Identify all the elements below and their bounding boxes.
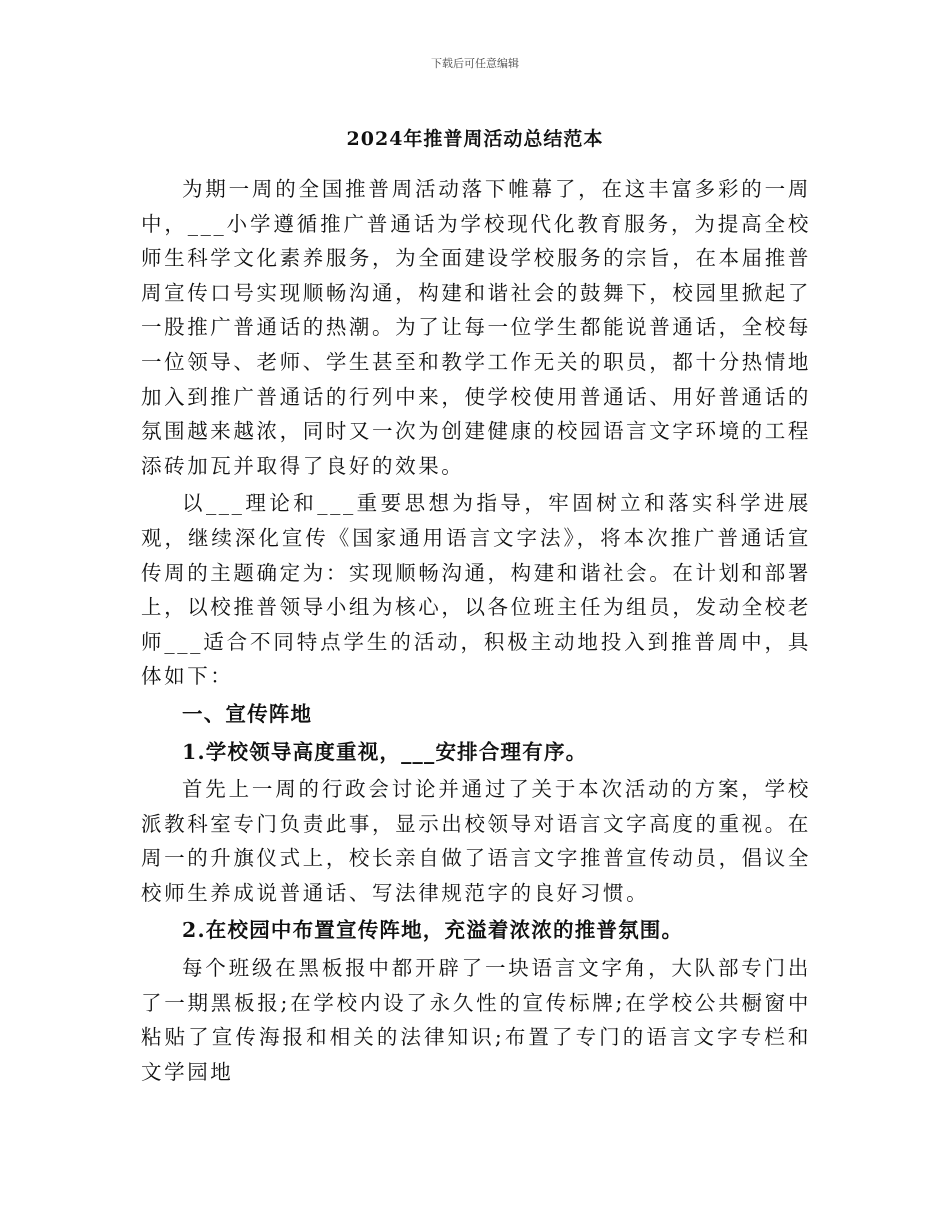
paragraph-intro: 为期一周的全国推普周活动落下帷幕了，在这丰富多彩的一周中，___小学遵循推广普通话为学校现代化教育服务，为提高全校师生科学文化素养服务，为全面建设学校服务的宗旨，在本届推普周宣传口号实现顺畅沟通，构建和谐社会的鼓舞下，校园里掀起了一股推广普通话的热潮。为了让每一位学生都能说普通话，全校每一位领导、老师、学生甚至和教学工作无关的职员，都十分热情地加入到推广普通话的行列中来，使学校使用普通话、用好普通话的氛围越来越浓，同时又一次为创建健康的校园语言文字环境的工程添砖加瓦并取得了良好的效果。 [141,177,811,478]
subheading-2: 2.在校园中布置宣传阵地，充溢着浓浓的推普氛围。 [182,918,684,943]
paragraph-campus: 每个班级在黑板报中都开辟了一块语言文字角，大队部专门出了一期黑板报;在学校内设了永久性的宣传标牌;在学校公共橱窗中粘贴了宣传海报和相关的法律知识;布置了专门的语言文字专栏和文学园地 [141,956,811,1084]
paragraph-leadership: 首先上一周的行政会讨论并通过了关于本次活动的方案，学校派教科室专门负责此事，显示出校领导对语言文字高度的重视。在周一的升旗仪式上，校长亲自做了语言文字推普宣传动员，倡议全校师生养成说普通话、写法律规范字的良好习惯。 [141,777,811,905]
section-heading-1: 一、宣传阵地 [182,701,313,726]
subheading-1: 1.学校领导高度重视，___安排合理有序。 [182,739,588,764]
document-title: 2024年推普周活动总结范本 [346,128,604,150]
paragraph-guidance: 以___理论和___重要思想为指导，牢固树立和落实科学进展观，继续深化宣传《国家通用语言文字法》，将本次推广普通话宣传周的主题确定为：实现顺畅沟通，构建和谐社会。在计划和部署上，以校推普领导小组为核心，以各位班主任为组员，发动全校老师___适合不同特点学生的活动，积极主动地投入到推普周中，具体如下： [141,491,811,689]
document-body [141,172,811,1089]
header-note: 下载后可任意编辑 [431,57,519,70]
